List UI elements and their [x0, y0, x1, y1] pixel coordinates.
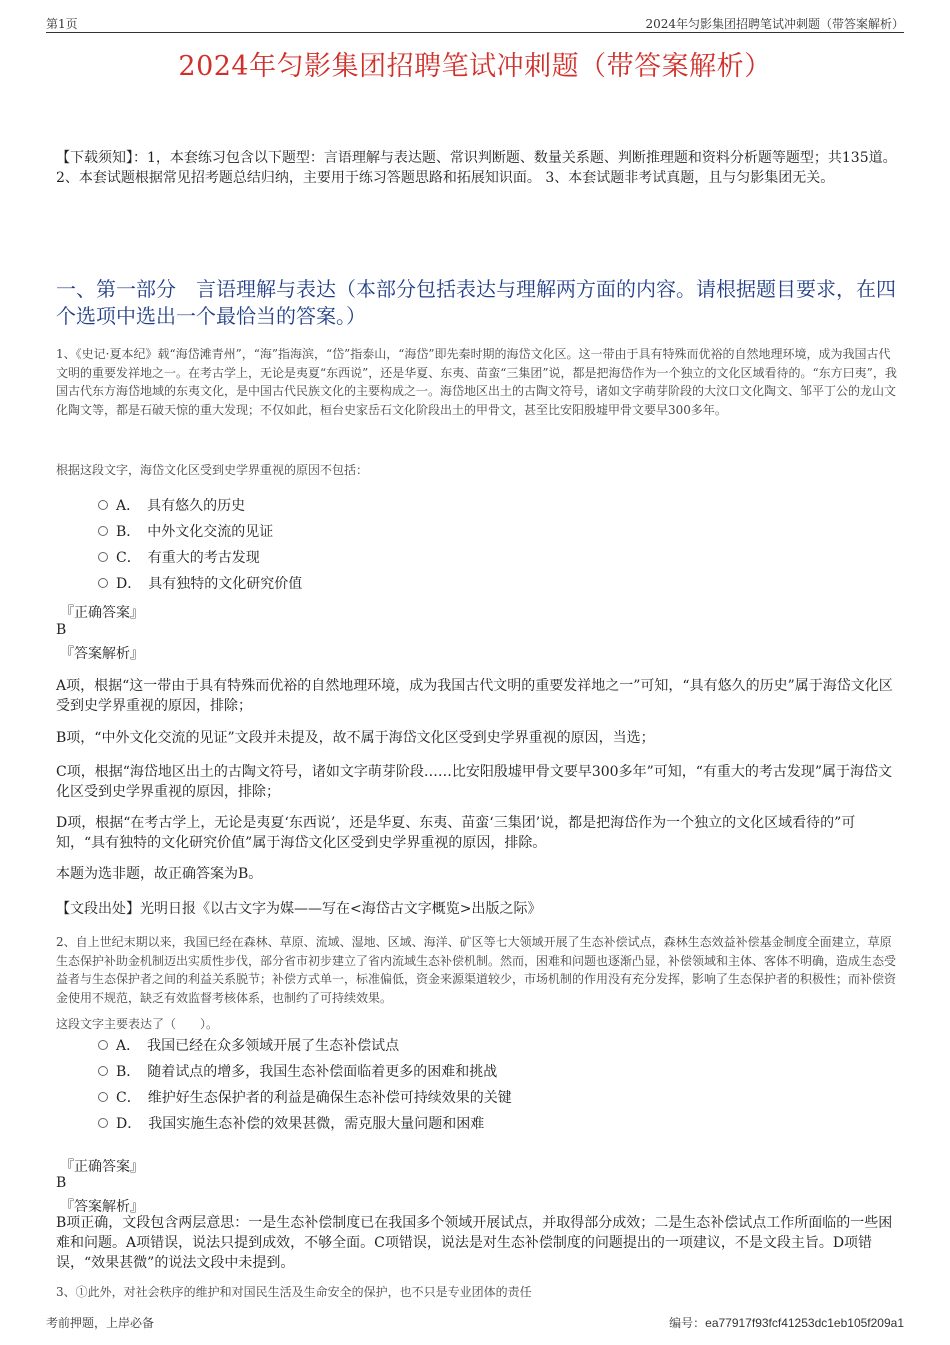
q2-explanation: B项正确，文段包含两层意思：一是生态补偿制度已在我国多个领域开展试点，并取得部分成效；二是生态补偿试点工作所面临的一些困难和问题。A项错误，说法只提到成效，不够全面。C项错误，说法是对生态补偿制度的问题提出的一项建议，不是文段主旨。D项错误，“效果甚微”的说法文段中未提到。 — [56, 1215, 893, 1271]
q1-source: 【文段出处】光明日报《以古文字为媒——写在<海岱古文字概览>出版之际》 — [56, 901, 542, 917]
q1-conclusion: 本题为选非题，故正确答案为B。 — [56, 866, 263, 882]
question-1-prompt: 根据这段文字，海岱文化区受到史学界重视的原因不包括： — [56, 463, 369, 477]
q2-option-c[interactable]: C． 维护好生态保护者的利益是确保生态补偿可持续效果的关键 — [98, 1088, 512, 1108]
page-header — [46, 14, 904, 33]
question-1-text: 1、《史记·夏本纪》载“海岱滩青州”，“海”指海滨，“岱”指泰山，“海岱”即先秦时期的海岱文化区。这一带由于具有特殊而优裕的自然地理环境，成为我国古代文明的重要发祥地之一。在考古学上，无论是夷夏“东西说”，还是华夏、东夷、苗蛮“三集团”说，都是把海岱作为一个独立的文化区域看待的。“东方曰夷”，我国古代东方海岱地域的东夷文化，是中国古代民族文化的主要构成之一。海岱地区出土的古陶文符号，诸如文字萌芽阶段的大汶口文化陶文、邹平丁公的龙山文化陶文等，都是石破天惊的重大发现；不仅如此，桓台史家岳石文化阶段出土的甲骨文，甚至比安阳殷墟甲骨文要早300多年。 — [56, 347, 897, 417]
page-title: 2024年匀影集团招聘笔试冲刺题（带答案解析） — [178, 51, 772, 82]
q1-option-b[interactable]: B． 中外文化交流的见证 — [98, 522, 273, 542]
page-footer — [46, 1311, 904, 1331]
q1-explanation-d: D项，根据“在考古学上，无论是夷夏‘东西说’，还是华夏、东夷、苗蛮‘三集团’说，都是把海岱作为一个独立的文化区域看待的”可知，“具有独特的文化研究价值”属于海岱文化区受到史学界重视的原因，排除。 — [56, 815, 856, 851]
question-2-prompt: 这段文字主要表达了（ ）。 — [56, 1017, 219, 1031]
header-doc-title: 2024年匀影集团招聘笔试冲刺题（带答案解析） — [645, 17, 904, 31]
radio-icon[interactable] — [98, 1118, 108, 1128]
q1-option-a[interactable]: A． 具有悠久的历史 — [98, 496, 245, 516]
radio-icon[interactable] — [98, 578, 108, 588]
q1-answer: B — [56, 622, 67, 638]
question-3-text: 3、①此外，对社会秩序的维护和对国民生活及生命安全的保护，也不只是专业团体的责任 — [56, 1285, 532, 1299]
radio-icon[interactable] — [98, 1066, 108, 1076]
footer-code: 编号：ea77917f93fcf41253dc1eb105f209a1 — [669, 1316, 904, 1330]
q2-option-a[interactable]: A． 我国已经在众多领域开展了生态补偿试点 — [98, 1036, 399, 1056]
page-number: 第1页 — [46, 17, 78, 31]
radio-icon[interactable] — [98, 500, 108, 510]
q1-option-c[interactable]: C． 有重大的考古发现 — [98, 548, 260, 568]
q1-option-d[interactable]: D． 具有独特的文化研究价值 — [98, 574, 302, 594]
question-2-text: 2、自上世纪末期以来，我国已经在森林、草原、流域、湿地、区域、海洋、矿区等七大领域开展了生态补偿试点，森林生态效益补偿基金制度全面建立，草原生态保护补助金机制迈出实质性步伐，部分省市初步建立了省内流域生态补偿机制。然而，困难和问题也逐渐凸显，补偿领域和主体、客体不明确，造成生态受益者与生态保护者之间的利益关系脱节；补偿方式单一，标准偏低，资金来源渠道较少，市场机制的作用没有充分发挥，影响了生态保护者的积极性；而补偿资金使用不规范，缺乏有效监督考核体系，也制约了可持续效果。 — [56, 935, 897, 1005]
q2-answer: B — [56, 1175, 67, 1191]
radio-icon[interactable] — [98, 1092, 108, 1102]
q1-explanation-a: A项，根据“这一带由于具有特殊而优裕的自然地理环境，成为我国古代文明的重要发祥地之一”可知，“具有悠久的历史”属于海岱文化区受到史学界重视的原因，排除； — [56, 678, 893, 714]
radio-icon[interactable] — [98, 1040, 108, 1050]
q1-explanation-b: B项，“中外文化交流的见证”文段并未提及，故不属于海岱文化区受到史学界重视的原因，当选； — [56, 730, 655, 746]
download-notice: 【下载须知】：1，本套练习包含以下题型：言语理解与表达题、常识判断题、数量关系题、判断推理题和资料分析题等题型；共135道。 2、本套试题根据常见招考题总结归纳，主要用于练习答题思路和拓展知识面。 3、本套试题非考试真题，且与匀影集团无关。 — [56, 150, 897, 186]
q2-answer-label: 『正确答案』 — [60, 1159, 144, 1175]
q1-explanation-c: C项，根据“海岱地区出土的古陶文符号，诸如文字萌芽阶段……比安阳殷墟甲骨文要早300多年”可知，“有重大的考古发现”属于海岱文化区受到史学界重视的原因，排除； — [56, 764, 893, 800]
section-title: 一、第一部分 言语理解与表达（本部分包括表达与理解两方面的内容。请根据题目要求，在四个选项中选出一个最恰当的答案。） — [56, 277, 896, 328]
radio-icon[interactable] — [98, 552, 108, 562]
q2-analysis-label: 『答案解析』 — [60, 1199, 144, 1215]
q2-option-b[interactable]: B． 随着试点的增多，我国生态补偿面临着更多的困难和挑战 — [98, 1062, 497, 1082]
q1-analysis-label: 『答案解析』 — [60, 646, 144, 662]
q2-option-d[interactable]: D． 我国实施生态补偿的效果甚微，需克服大量问题和困难 — [98, 1114, 484, 1134]
footer-slogan: 考前押题，上岸必备 — [46, 1316, 155, 1330]
q1-answer-label: 『正确答案』 — [60, 605, 144, 621]
radio-icon[interactable] — [98, 526, 108, 536]
